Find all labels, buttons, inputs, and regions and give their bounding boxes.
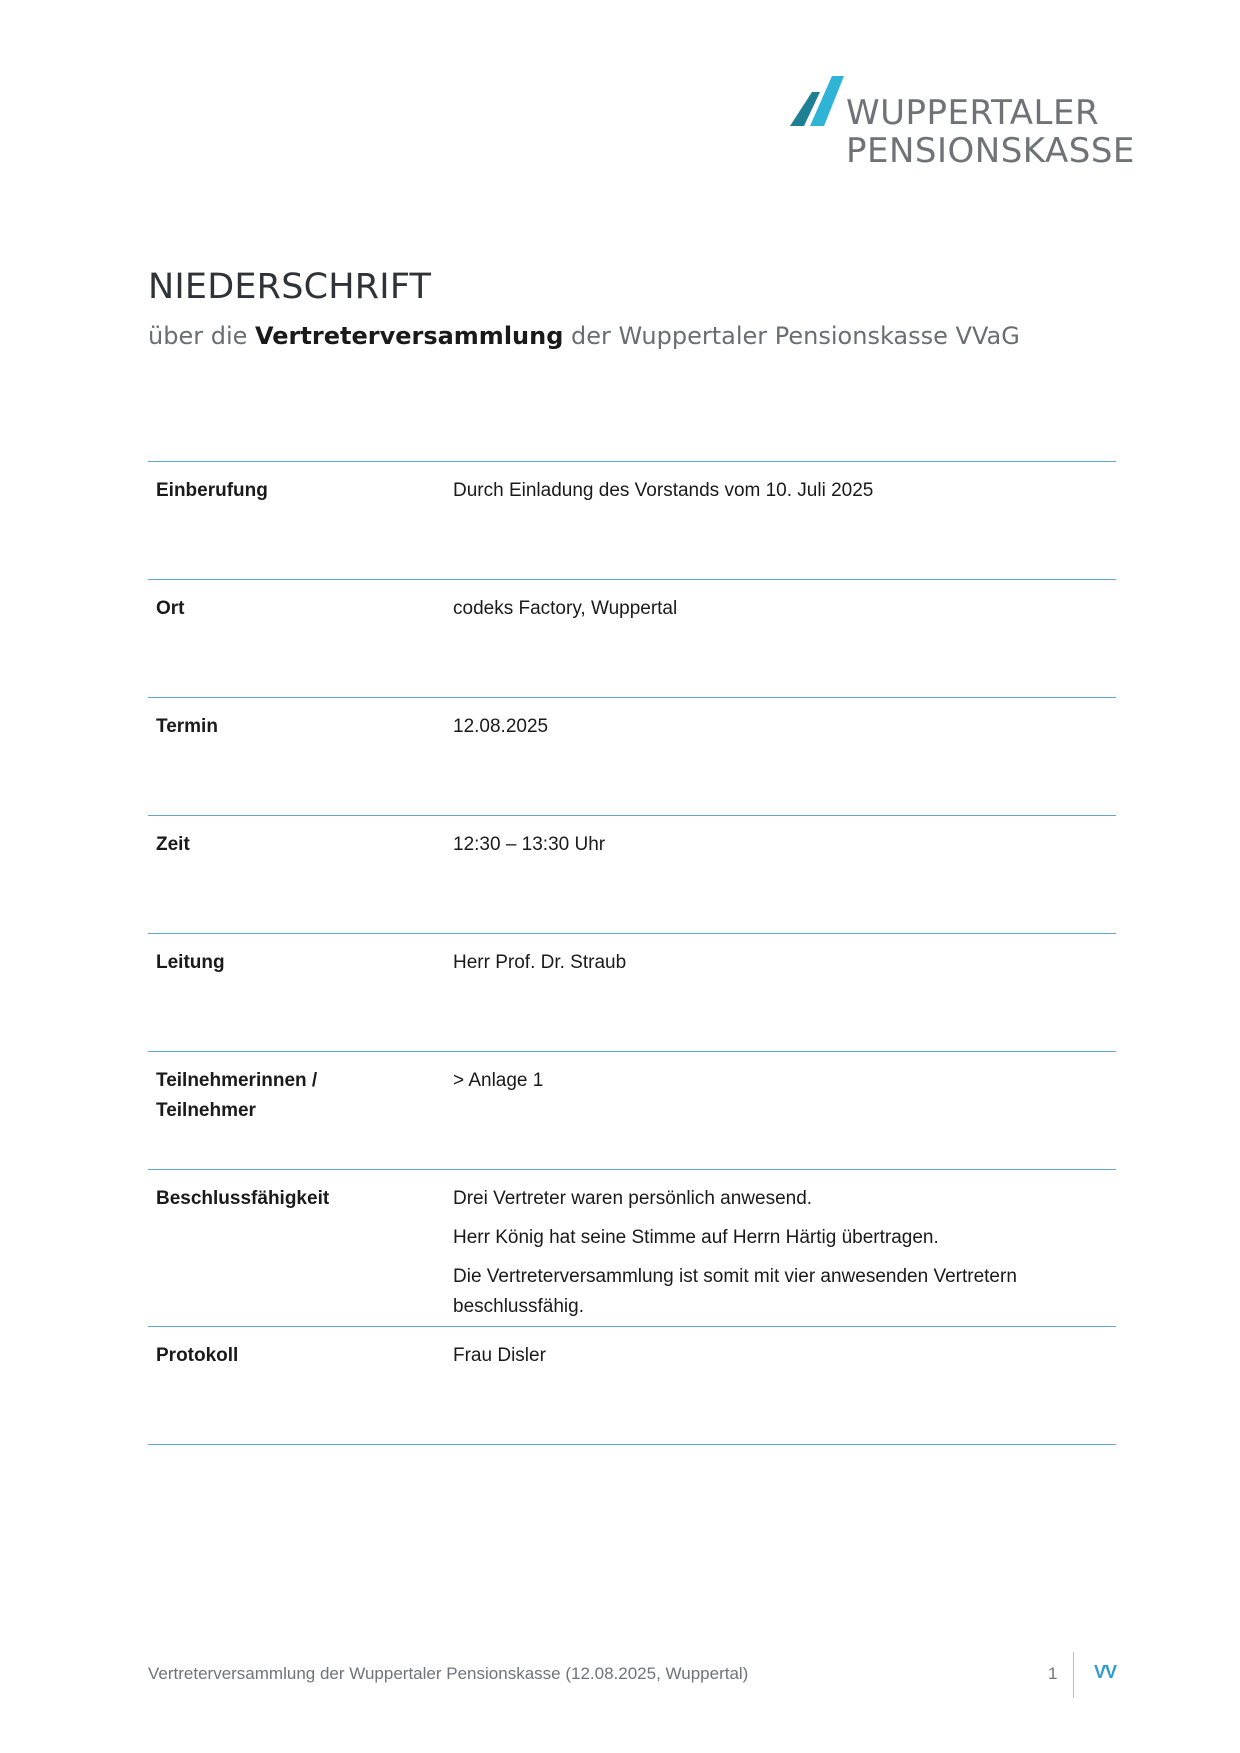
row-value-line: Die Vertreterversammlung ist somit mit vier anwesenden Vertretern beschlussfähig.: [453, 1266, 1017, 1317]
row-value-line: Frau Disler: [453, 1345, 546, 1366]
row-value: [453, 476, 1093, 515]
table-row-leitung: [148, 934, 1116, 1052]
row-label: Ort: [156, 598, 185, 619]
page-footer: [148, 1656, 1116, 1696]
row-label: Zeit: [156, 834, 190, 855]
meeting-info-table: [148, 461, 1116, 1445]
table-row-ort: [148, 580, 1116, 698]
row-label: Protokoll: [156, 1345, 239, 1366]
table-row-termin: [148, 698, 1116, 816]
row-value-line: 12:30 – 13:30 Uhr: [453, 834, 606, 855]
row-value-line: Drei Vertreter waren persönlich anwesend.: [453, 1188, 813, 1209]
table-row-zeit: [148, 816, 1116, 934]
footer-divider: [1073, 1652, 1074, 1698]
row-value: [453, 830, 1093, 869]
row-value-line: Herr Prof. Dr. Straub: [453, 952, 627, 973]
table-row-einberufung: [148, 462, 1116, 580]
logo-line-1: WUPPERTALER: [846, 93, 1100, 133]
page-number: 1: [1048, 1664, 1058, 1683]
subtitle-emphasis: Vertreterversammlung: [255, 322, 564, 350]
row-value: [453, 948, 1093, 987]
row-label-line: Teilnehmer: [156, 1100, 256, 1121]
logo-line-2: PENSIONSKASSE: [846, 131, 1135, 171]
company-logo: [790, 76, 1135, 172]
row-label-line: Teilnehmerinnen /: [156, 1070, 318, 1091]
row-label: Leitung: [156, 952, 225, 973]
document-title: NIEDERSCHRIFT: [148, 267, 432, 307]
document-subtitle: [148, 320, 1020, 352]
subtitle-prefix: über die: [148, 322, 248, 350]
footer-vv-mark: VV: [1094, 1662, 1117, 1682]
table-row-protokoll: [148, 1327, 1116, 1445]
row-value: [453, 712, 1093, 751]
row-label: Beschlussfähigkeit: [156, 1188, 330, 1209]
row-value: [453, 1066, 1093, 1105]
row-label: [156, 1066, 436, 1126]
row-value: [453, 594, 1093, 633]
row-value-line: > Anlage 1: [453, 1070, 544, 1091]
row-value-line: codeks Factory, Wuppertal: [453, 598, 678, 619]
footer-text: Vertreterversammlung der Wuppertaler Pensionskasse (12.08.2025, Wuppertal): [148, 1664, 749, 1683]
row-label: Termin: [156, 716, 218, 737]
row-value-line: Herr König hat seine Stimme auf Herrn Härtig übertragen.: [453, 1227, 939, 1248]
row-value-line: Durch Einladung des Vorstands vom 10. Juli 2025: [453, 480, 874, 501]
wuppertaler-stripes-logo-icon: [790, 76, 844, 128]
subtitle-suffix: der Wuppertaler Pensionskasse VVaG: [571, 322, 1020, 350]
table-row-beschlussfaehigkeit: [148, 1170, 1116, 1327]
row-value-line: 12.08.2025: [453, 716, 549, 737]
row-value: [453, 1341, 1093, 1380]
logo-wordmark: [846, 94, 1135, 170]
row-value: [453, 1184, 1093, 1331]
row-label: Einberufung: [156, 480, 268, 501]
table-row-teilnehmer: [148, 1052, 1116, 1170]
